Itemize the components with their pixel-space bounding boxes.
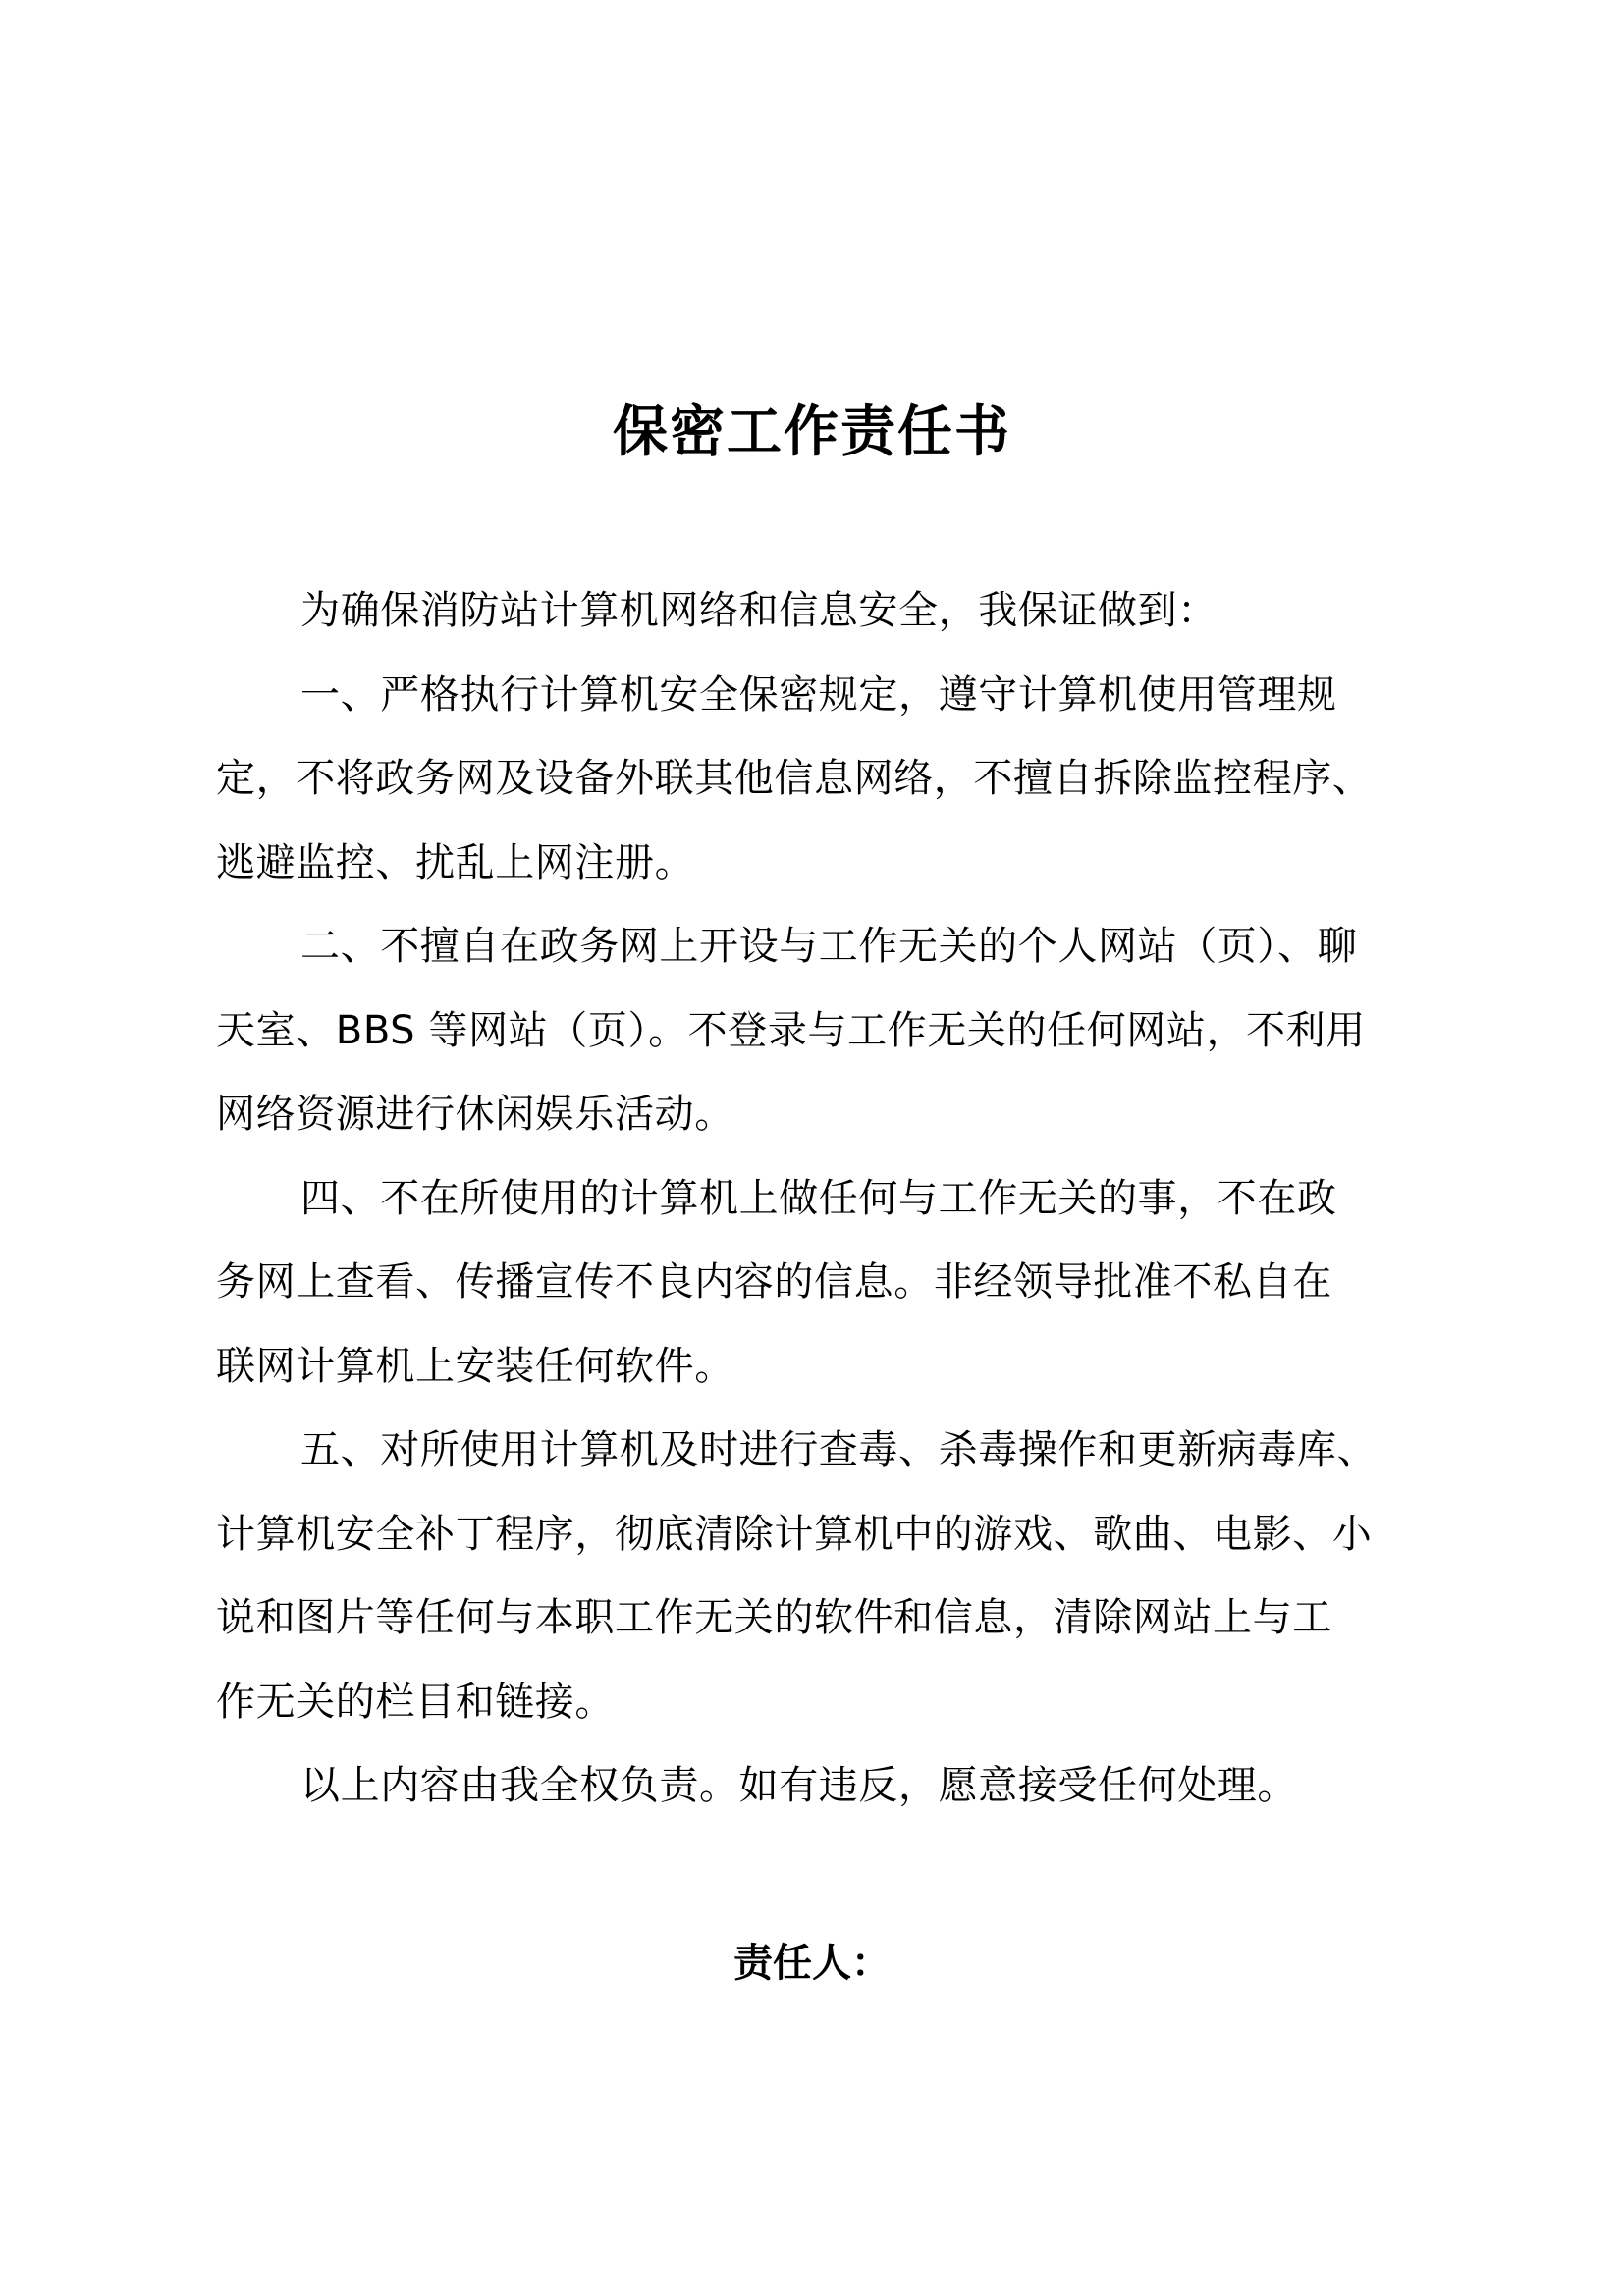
text-line: 联网计算机上安装任何软件。 [216, 1343, 734, 1389]
text-line: 逃避监控、扰乱上网注册。 [216, 839, 695, 885]
text-line: 为确保消防站计算机网络和信息安全，我保证做到： [300, 588, 1218, 633]
intro-paragraph [216, 569, 1453, 654]
text-line: 网络资源进行休闲娱乐活动。 [216, 1092, 734, 1137]
clause-4-paragraph [216, 1157, 1453, 1410]
text-line: 计算机安全补丁程序，彻底清除计算机中的游戏、歌曲、电影、小 [216, 1511, 1373, 1557]
clause-2-paragraph [216, 905, 1453, 1157]
document-title: 保密工作责任书 [613, 400, 1011, 464]
text-line: 务网上查看、传播宣传不良内容的信息。非经领导批准不私自在 [216, 1259, 1332, 1305]
text-line: 二、不擅自在政务网上开设与工作无关的个人网站（页）、聊 [300, 924, 1358, 969]
text-line: 以上内容由我全权负责。如有违反，愿意接受任何处理。 [300, 1763, 1297, 1808]
text-line: 天室、BBS 等网站（页）。不登录与工作无关的任何网站，不利用 [216, 1007, 1366, 1053]
text-line: 说和图片等任何与本职工作无关的软件和信息，清除网站上与工 [216, 1595, 1332, 1640]
text-line: 作无关的栏目和链接。 [216, 1679, 615, 1725]
clause-1-paragraph [216, 654, 1453, 906]
clause-5-paragraph [216, 1409, 1453, 1744]
document-body [216, 569, 1453, 1829]
text-line: 四、不在所使用的计算机上做任何与工作无关的事，不在政 [300, 1175, 1337, 1221]
text-line: 定，不将政务网及设备外联其他信息网络，不擅自拆除监控程序、 [216, 756, 1373, 801]
closing-paragraph [216, 1744, 1453, 1829]
text-line: 一、严格执行计算机安全保密规定，遵守计算机使用管理规 [300, 671, 1337, 718]
signature-label: 责任人： [733, 1941, 891, 1986]
text-line: 五、对所使用计算机及时进行查毒、杀毒操作和更新病毒库、 [300, 1427, 1378, 1472]
